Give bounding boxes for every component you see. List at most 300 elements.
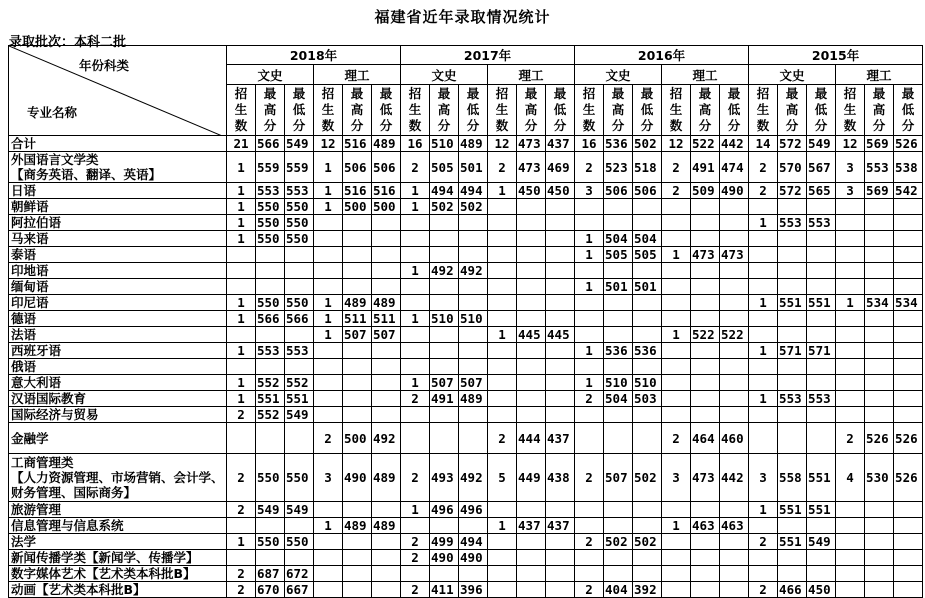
min-score-cell: 550: [285, 454, 314, 502]
max-score-cell: [604, 327, 633, 343]
enroll-count-cell: [488, 407, 517, 423]
min-score-cell: [372, 550, 401, 566]
enroll-count-cell: [749, 375, 778, 391]
subcolumn-header: 最低分: [633, 85, 662, 136]
min-score-cell: [720, 359, 749, 375]
min-score-cell: [546, 279, 575, 295]
enroll-count-cell: [662, 343, 691, 359]
enroll-count-cell: [662, 231, 691, 247]
max-score-cell: 506: [343, 152, 372, 183]
max-score-cell: 499: [430, 534, 459, 550]
min-score-cell: [546, 582, 575, 598]
enroll-count-cell: 5: [488, 454, 517, 502]
enroll-count-cell: 2: [575, 534, 604, 550]
major-name: 马来语: [9, 231, 227, 247]
max-score-cell: [865, 375, 894, 391]
enroll-count-cell: [575, 311, 604, 327]
max-score-cell: 551: [778, 295, 807, 311]
min-score-cell: [633, 518, 662, 534]
enroll-count-cell: 1: [749, 343, 778, 359]
enroll-count-cell: [488, 375, 517, 391]
max-score-cell: 559: [256, 152, 285, 183]
max-score-cell: [343, 407, 372, 423]
table-row: [9, 343, 923, 359]
min-score-cell: 549: [285, 502, 314, 518]
enroll-count-cell: 2: [488, 152, 517, 183]
min-score-cell: [720, 311, 749, 327]
enroll-count-cell: [314, 566, 343, 582]
min-score-cell: 492: [459, 454, 488, 502]
table-row: [9, 407, 923, 423]
table-row: [9, 582, 923, 598]
enroll-count-cell: [314, 534, 343, 550]
enroll-count-cell: 1: [227, 311, 256, 327]
min-score-cell: [807, 518, 836, 534]
min-score-cell: [372, 279, 401, 295]
max-score-cell: [343, 215, 372, 231]
max-score-cell: 494: [430, 183, 459, 199]
min-score-cell: 522: [720, 327, 749, 343]
min-score-cell: [894, 247, 923, 263]
enroll-count-cell: 2: [749, 534, 778, 550]
subcolumn-header: 招生数: [314, 85, 343, 136]
max-score-cell: 507: [430, 375, 459, 391]
enroll-count-cell: [836, 359, 865, 375]
min-score-cell: 438: [546, 454, 575, 502]
max-score-cell: [604, 311, 633, 327]
enroll-count-cell: [836, 311, 865, 327]
min-score-cell: 503: [633, 391, 662, 407]
min-score-cell: [546, 375, 575, 391]
page-title: 福建省近年录取情况统计: [374, 8, 551, 26]
enroll-count-cell: [749, 550, 778, 566]
enroll-count-cell: [488, 534, 517, 550]
enroll-count-cell: 3: [314, 454, 343, 502]
min-score-cell: 534: [894, 295, 923, 311]
subcolumn-header: 最高分: [604, 85, 633, 136]
subcolumn-header: 最高分: [517, 85, 546, 136]
max-score-cell: [865, 263, 894, 279]
enroll-count-cell: [836, 550, 865, 566]
major-name: 合计: [9, 136, 227, 152]
enroll-count-cell: 1: [227, 391, 256, 407]
min-score-cell: 510: [459, 311, 488, 327]
min-score-cell: [720, 407, 749, 423]
enroll-count-cell: 1: [227, 231, 256, 247]
min-score-cell: [372, 534, 401, 550]
enroll-count-cell: [662, 375, 691, 391]
min-score-cell: [633, 295, 662, 311]
enroll-count-cell: 1: [314, 518, 343, 534]
subcolumn-header: 招生数: [836, 85, 865, 136]
min-score-cell: [546, 199, 575, 215]
max-score-cell: 530: [865, 454, 894, 502]
min-score-cell: [894, 391, 923, 407]
max-score-cell: [691, 359, 720, 375]
enroll-count-cell: 2: [749, 582, 778, 598]
major-name: 意大利语: [9, 375, 227, 391]
max-score-cell: 552: [256, 407, 285, 423]
subcolumn-header: 招生数: [227, 85, 256, 136]
max-score-cell: [691, 566, 720, 582]
max-score-cell: 489: [343, 518, 372, 534]
subcolumn-header: 最低分: [546, 85, 575, 136]
enroll-count-cell: [575, 263, 604, 279]
max-score-cell: [430, 231, 459, 247]
min-score-cell: [459, 215, 488, 231]
min-score-cell: [720, 295, 749, 311]
enroll-count-cell: [575, 407, 604, 423]
enroll-count-cell: 16: [575, 136, 604, 152]
max-score-cell: 509: [691, 183, 720, 199]
enroll-count-cell: 1: [314, 183, 343, 199]
enroll-count-cell: [227, 279, 256, 295]
max-score-cell: 411: [430, 582, 459, 598]
min-score-cell: 490: [459, 550, 488, 566]
max-score-cell: [691, 199, 720, 215]
enroll-count-cell: [836, 582, 865, 598]
admission-stats-table: [8, 45, 923, 598]
max-score-cell: [691, 231, 720, 247]
max-score-cell: 553: [778, 391, 807, 407]
min-score-cell: 445: [546, 327, 575, 343]
min-score-cell: [633, 311, 662, 327]
table-row: [9, 136, 923, 152]
min-score-cell: [720, 375, 749, 391]
min-score-cell: [633, 215, 662, 231]
enroll-count-cell: [749, 359, 778, 375]
max-score-cell: [343, 343, 372, 359]
min-score-cell: [894, 534, 923, 550]
max-score-cell: [430, 327, 459, 343]
max-score-cell: [604, 550, 633, 566]
min-score-cell: 526: [894, 136, 923, 152]
min-score-cell: 502: [633, 454, 662, 502]
enroll-count-cell: [314, 231, 343, 247]
min-score-cell: 511: [372, 311, 401, 327]
min-score-cell: [720, 199, 749, 215]
enroll-count-cell: [401, 407, 430, 423]
min-score-cell: [894, 502, 923, 518]
max-score-cell: [343, 534, 372, 550]
enroll-count-cell: [836, 231, 865, 247]
max-score-cell: [517, 407, 546, 423]
max-score-cell: [778, 566, 807, 582]
max-score-cell: [517, 534, 546, 550]
enroll-count-cell: [575, 327, 604, 343]
max-score-cell: 572: [778, 136, 807, 152]
min-score-cell: 496: [459, 502, 488, 518]
max-score-cell: 500: [343, 423, 372, 454]
enroll-count-cell: 1: [227, 375, 256, 391]
max-score-cell: [691, 550, 720, 566]
min-score-cell: [894, 311, 923, 327]
min-score-cell: 672: [285, 566, 314, 582]
min-score-cell: 502: [633, 136, 662, 152]
major-name: 俄语: [9, 359, 227, 375]
enroll-count-cell: [401, 231, 430, 247]
min-score-cell: [546, 534, 575, 550]
enroll-count-cell: [314, 582, 343, 598]
enroll-count-cell: [662, 311, 691, 327]
max-score-cell: [343, 582, 372, 598]
max-score-cell: [517, 566, 546, 582]
category-header: 文史: [749, 65, 836, 85]
max-score-cell: [256, 550, 285, 566]
enroll-count-cell: 1: [401, 183, 430, 199]
max-score-cell: 473: [517, 136, 546, 152]
min-score-cell: [807, 407, 836, 423]
subcolumn-header: 招生数: [401, 85, 430, 136]
table-row: [9, 566, 923, 582]
category-header: 文史: [227, 65, 314, 85]
enroll-count-cell: [401, 295, 430, 311]
enroll-count-cell: [575, 215, 604, 231]
max-score-cell: [517, 263, 546, 279]
min-score-cell: 501: [633, 279, 662, 295]
enroll-count-cell: [314, 407, 343, 423]
max-score-cell: 504: [604, 231, 633, 247]
enroll-count-cell: 1: [749, 295, 778, 311]
min-score-cell: 667: [285, 582, 314, 598]
max-score-cell: [517, 502, 546, 518]
max-score-cell: 670: [256, 582, 285, 598]
max-score-cell: 496: [430, 502, 459, 518]
enroll-count-cell: [488, 263, 517, 279]
min-score-cell: [372, 263, 401, 279]
max-score-cell: [430, 407, 459, 423]
enroll-count-cell: 2: [401, 454, 430, 502]
max-score-cell: 464: [691, 423, 720, 454]
min-score-cell: [546, 502, 575, 518]
max-score-cell: 490: [343, 454, 372, 502]
subcolumn-header: 最高分: [691, 85, 720, 136]
min-score-cell: 536: [633, 343, 662, 359]
enroll-count-cell: [227, 327, 256, 343]
enroll-count-cell: [662, 550, 691, 566]
min-score-cell: [372, 359, 401, 375]
min-score-cell: [372, 391, 401, 407]
min-score-cell: [546, 231, 575, 247]
enroll-count-cell: [749, 407, 778, 423]
max-score-cell: [604, 263, 633, 279]
enroll-count-cell: 12: [488, 136, 517, 152]
enroll-count-cell: 1: [749, 215, 778, 231]
max-score-cell: [691, 375, 720, 391]
enroll-count-cell: [488, 215, 517, 231]
table-row: [9, 534, 923, 550]
max-score-cell: [517, 359, 546, 375]
min-score-cell: [459, 279, 488, 295]
max-score-cell: [517, 311, 546, 327]
major-name: 德语: [9, 311, 227, 327]
max-score-cell: [343, 375, 372, 391]
enroll-count-cell: [749, 231, 778, 247]
enroll-count-cell: 1: [227, 215, 256, 231]
enroll-count-cell: [662, 295, 691, 311]
subcolumn-header: 最低分: [459, 85, 488, 136]
max-score-cell: 534: [865, 295, 894, 311]
min-score-cell: [807, 263, 836, 279]
min-score-cell: 538: [894, 152, 923, 183]
max-score-cell: [865, 391, 894, 407]
enroll-count-cell: 2: [575, 152, 604, 183]
min-score-cell: [720, 231, 749, 247]
max-score-cell: [430, 423, 459, 454]
min-score-cell: 567: [807, 152, 836, 183]
max-score-cell: [604, 423, 633, 454]
max-score-cell: [517, 247, 546, 263]
max-score-cell: 550: [256, 199, 285, 215]
max-score-cell: [256, 279, 285, 295]
subcolumn-header: 最高分: [256, 85, 285, 136]
max-score-cell: 510: [430, 136, 459, 152]
enroll-count-cell: [836, 199, 865, 215]
max-score-cell: 505: [604, 247, 633, 263]
min-score-cell: [894, 263, 923, 279]
enroll-count-cell: [227, 518, 256, 534]
min-score-cell: [546, 247, 575, 263]
max-score-cell: [691, 215, 720, 231]
max-score-cell: [778, 199, 807, 215]
max-score-cell: [517, 582, 546, 598]
max-score-cell: [517, 199, 546, 215]
max-score-cell: [604, 215, 633, 231]
max-score-cell: [778, 407, 807, 423]
enroll-count-cell: [488, 247, 517, 263]
min-score-cell: 442: [720, 136, 749, 152]
max-score-cell: 502: [604, 534, 633, 550]
min-score-cell: 489: [459, 391, 488, 407]
min-score-cell: 551: [807, 454, 836, 502]
enroll-count-cell: [401, 247, 430, 263]
min-score-cell: [633, 263, 662, 279]
min-score-cell: 526: [894, 454, 923, 502]
major-name: 外国语言文学类 【商务英语、翻译、英语】: [9, 152, 227, 183]
max-score-cell: [517, 375, 546, 391]
max-score-cell: [691, 582, 720, 598]
max-score-cell: [256, 359, 285, 375]
min-score-cell: [633, 407, 662, 423]
min-score-cell: 553: [807, 215, 836, 231]
subcolumn-header: 最高分: [778, 85, 807, 136]
min-score-cell: 549: [285, 136, 314, 152]
major-name: 数字媒体艺术【艺术类本科批B】: [9, 566, 227, 582]
max-score-cell: [865, 534, 894, 550]
min-score-cell: [372, 582, 401, 598]
max-score-cell: [517, 343, 546, 359]
min-score-cell: [720, 391, 749, 407]
table-row: [9, 391, 923, 407]
max-score-cell: [865, 215, 894, 231]
min-score-cell: [546, 391, 575, 407]
enroll-count-cell: [575, 502, 604, 518]
min-score-cell: [633, 199, 662, 215]
min-score-cell: 474: [720, 152, 749, 183]
enroll-count-cell: 1: [227, 183, 256, 199]
min-score-cell: [894, 231, 923, 247]
batch-label: 录取批次：本科二批: [9, 35, 127, 50]
enroll-count-cell: 2: [575, 582, 604, 598]
max-score-cell: [517, 279, 546, 295]
min-score-cell: 489: [459, 136, 488, 152]
max-score-cell: 492: [430, 263, 459, 279]
corner-header: [9, 46, 227, 136]
max-score-cell: 500: [343, 199, 372, 215]
enroll-count-cell: 1: [575, 343, 604, 359]
subcolumn-header: 招生数: [575, 85, 604, 136]
major-name: 西班牙语: [9, 343, 227, 359]
max-score-cell: 444: [517, 423, 546, 454]
max-score-cell: [604, 566, 633, 582]
min-score-cell: [546, 311, 575, 327]
enroll-count-cell: 1: [227, 534, 256, 550]
enroll-count-cell: [662, 279, 691, 295]
min-score-cell: 542: [894, 183, 923, 199]
subcolumn-header: 最低分: [807, 85, 836, 136]
enroll-count-cell: [488, 279, 517, 295]
enroll-count-cell: 3: [575, 183, 604, 199]
min-score-cell: [372, 231, 401, 247]
max-score-cell: [778, 327, 807, 343]
enroll-count-cell: [662, 359, 691, 375]
enroll-count-cell: 21: [227, 136, 256, 152]
max-score-cell: 550: [256, 231, 285, 247]
min-score-cell: [894, 359, 923, 375]
max-score-cell: 507: [604, 454, 633, 502]
min-score-cell: 450: [807, 582, 836, 598]
enroll-count-cell: 1: [227, 295, 256, 311]
enroll-count-cell: 2: [227, 454, 256, 502]
enroll-count-cell: 1: [314, 199, 343, 215]
max-score-cell: 550: [256, 215, 285, 231]
enroll-count-cell: 12: [836, 136, 865, 152]
enroll-count-cell: [401, 518, 430, 534]
max-score-cell: 516: [343, 136, 372, 152]
table-row: [9, 375, 923, 391]
min-score-cell: [459, 231, 488, 247]
min-score-cell: [720, 550, 749, 566]
min-score-cell: 502: [633, 534, 662, 550]
category-header: 理工: [314, 65, 401, 85]
enroll-count-cell: [401, 343, 430, 359]
enroll-count-cell: 2: [488, 423, 517, 454]
enroll-count-cell: [314, 359, 343, 375]
min-score-cell: [807, 199, 836, 215]
max-score-cell: [604, 407, 633, 423]
min-score-cell: [807, 550, 836, 566]
max-score-cell: 491: [691, 152, 720, 183]
max-score-cell: [604, 359, 633, 375]
enroll-count-cell: [575, 550, 604, 566]
max-score-cell: [343, 550, 372, 566]
enroll-count-cell: [401, 215, 430, 231]
header-row-years: [9, 46, 923, 65]
enroll-count-cell: [749, 518, 778, 534]
min-score-cell: 550: [285, 295, 314, 311]
table-row: [9, 327, 923, 343]
min-score-cell: [633, 566, 662, 582]
max-score-cell: [430, 518, 459, 534]
enroll-count-cell: [227, 263, 256, 279]
category-header: 文史: [575, 65, 662, 85]
enroll-count-cell: 2: [662, 152, 691, 183]
max-score-cell: [865, 550, 894, 566]
enroll-count-cell: 2: [227, 502, 256, 518]
max-score-cell: [778, 359, 807, 375]
enroll-count-cell: [662, 566, 691, 582]
max-score-cell: 510: [604, 375, 633, 391]
